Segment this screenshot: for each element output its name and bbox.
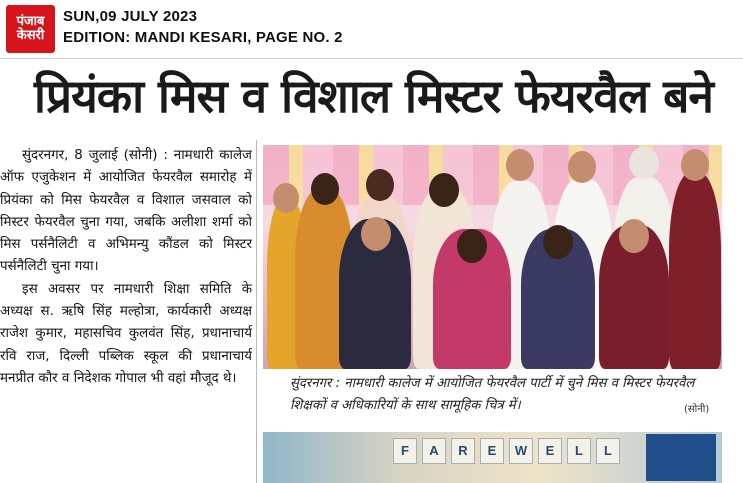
person-head bbox=[543, 225, 573, 259]
notice-board bbox=[646, 434, 716, 481]
banner-letter: E bbox=[538, 438, 562, 464]
person-head bbox=[311, 173, 339, 205]
farewell-photo bbox=[263, 432, 722, 483]
edition-info: EDITION: MANDI KESARI, PAGE NO. 2 bbox=[63, 29, 343, 46]
person-head bbox=[273, 183, 299, 213]
farewell-banner bbox=[393, 438, 620, 466]
person-head bbox=[361, 217, 391, 251]
banner-letter: E bbox=[480, 438, 504, 464]
person-head bbox=[629, 147, 659, 179]
column-divider bbox=[256, 140, 257, 483]
article-paragraph-2: इस अवसर पर नामधारी शिक्षा समिति के अध्यक्ष स. ऋषि सिंह मल्होत्रा, कार्यकारी अध्यक्ष राजेश कुमार, महासचिव कुलवंत सिंह, प्रधानाचार्य रवि राज, दिल्ली पब्लिक स्कूल की प्रधानाचार्य मनप्रीत कौर व निदेशक गोपाल भी वहां मौजूद थे। bbox=[0, 281, 252, 386]
banner-letter: W bbox=[509, 438, 533, 464]
banner-letter: L bbox=[567, 438, 591, 464]
photo-caption: सुंदरनगर : नामधारी कालेज में आयोजित फेयरवैल पार्टी में चुने मिस व मिस्टर फेयरवैल शिक्षकों व अधिकारियों के साथ सामूहिक चित्र में। bbox=[290, 376, 695, 413]
person-head bbox=[429, 173, 459, 207]
person-head bbox=[366, 169, 394, 201]
banner-letter: F bbox=[393, 438, 417, 464]
group-photo bbox=[263, 145, 722, 369]
person-head bbox=[457, 229, 487, 263]
logo-line-1: पंजाब bbox=[16, 14, 45, 30]
person-head bbox=[681, 149, 709, 181]
person-head bbox=[619, 219, 649, 253]
page-header bbox=[0, 0, 743, 58]
banner-letter: R bbox=[451, 438, 475, 464]
person-figure bbox=[669, 173, 721, 369]
headline: प्रियंका मिस व विशाल मिस्टर फेयरवैल बने bbox=[34, 69, 713, 123]
person-head bbox=[506, 149, 534, 181]
article-paragraph-1: सुंदरनगर, 8 जुलाई (सोनी) : नामधारी कालेज ऑफ एजुकेशन में आयोजित फेयरवैल समारोह में प्रियंका को मिस फेयरवैल व विशाल जसवाल को मिस्टर फेयरवैल चुना गया, जबकि अलीशा शर्मा को मिस पर्सनैलिटी व अभिमन्यु कौंडल को मिस्टर पर्सनैलिटी चुना गया। bbox=[0, 148, 252, 275]
photo-credit: (सोनी) bbox=[684, 404, 710, 415]
edition-meta bbox=[63, 6, 343, 48]
person-head bbox=[568, 151, 596, 183]
logo-line-2: केसरी bbox=[16, 28, 45, 43]
banner-letter: L bbox=[596, 438, 620, 464]
publication-date: SUN,09 JULY 2023 bbox=[63, 8, 198, 25]
header-divider bbox=[0, 58, 743, 59]
punjab-kesari-logo bbox=[6, 5, 55, 53]
banner-letter: A bbox=[422, 438, 446, 464]
article-body bbox=[0, 145, 252, 483]
